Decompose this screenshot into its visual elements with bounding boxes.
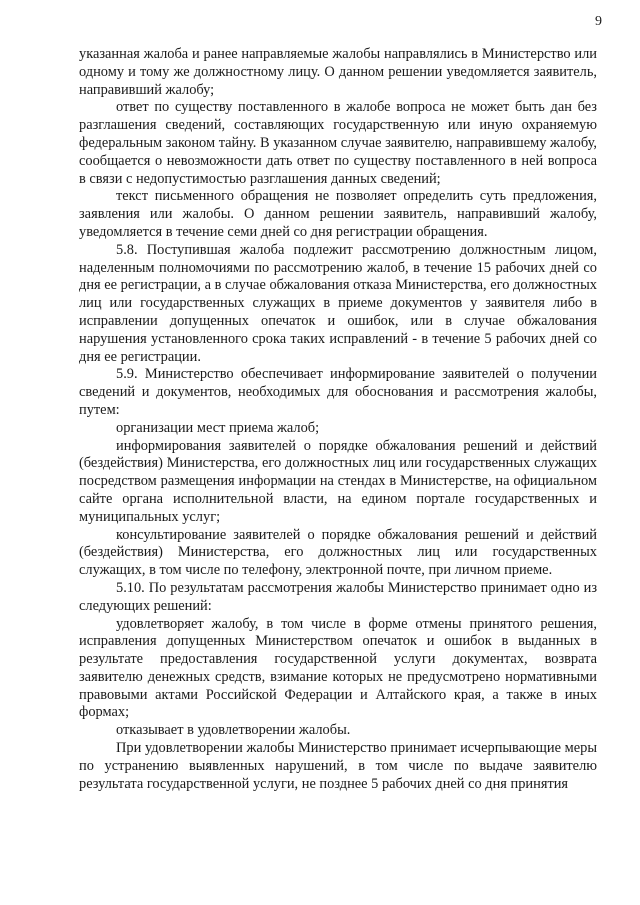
paragraph-continuation: указанная жалоба и ранее направляемые жалобы направлялись в Министерство или одному и тому же должностному лицу. О данном решении уведомляется заявитель, направивший жалобу; bbox=[79, 46, 597, 98]
paragraph-5-9: 5.9. Министерство обеспечивает информирование заявителей о получении сведений и документов, необходимых для обоснования и рассмотрения жалобы, путем: bbox=[79, 366, 597, 418]
document-body bbox=[79, 46, 597, 793]
paragraph-5-8: 5.8. Поступившая жалоба подлежит рассмотрению должностным лицом, наделенным полномочиями по рассмотрению жалоб, в течение 15 рабочих дней со дня ее регистрации, а в случае обжалования отказа Министерства, его должностных лиц или государственных служащих в приеме документов у заявителя либо в исправлении допущенных опечаток и ошибок, или в случае обжалования нарушения установленного срока таких исправлений - в течение 5 рабочих дней со дня ее регистрации. bbox=[79, 241, 597, 365]
paragraph-satisfaction-measures: При удовлетворении жалобы Министерство принимает исчерпывающие меры по устранению выявленных нарушений, в том числе по выдаче заявителю результата государственной услуги, не позднее 5 рабочих дней со дня принятия bbox=[79, 740, 597, 792]
list-item-satisfy: удовлетворяет жалобу, в том числе в форме отмены принятого решения, исправления допущенных Министерством опечаток и ошибок в выданных в результате предоставления государственной услуги документах, возврата заявителю денежных средств, взимание которых не предусмотрено нормативными правовыми актами Российской Федерации и Алтайского края, а также в иных формах; bbox=[79, 615, 597, 721]
page-number: 9 bbox=[595, 14, 602, 29]
list-item-refuse: отказывает в удовлетворении жалобы. bbox=[116, 722, 351, 739]
list-item-informing: информирования заявителей о порядке обжалования решений и действий (бездействия) Министерства, его должностных лиц или государственных служащих посредством размещения информации на стендах в Министерстве, на официальном сайте органа исполнительной власти, на едином портале государственных и муниципальных услуг; bbox=[79, 437, 597, 525]
list-item-reception-places: организации мест приема жалоб; bbox=[116, 419, 320, 436]
paragraph-5-10: 5.10. По результатам рассмотрения жалобы Министерство принимает одно из следующих решений: bbox=[79, 579, 597, 614]
paragraph-secret-info: ответ по существу поставленного в жалобе вопроса не может быть дан без разглашения сведений, составляющих государственную или иную охраняемую федеральным законом тайну. В указанном случае заявителю, направившему жалобу, сообщается о невозможности дать ответ по существу поставленного в ней вопроса в связи с недопустимостью разглашения данных сведений; bbox=[79, 99, 597, 187]
list-item-consulting: консультирование заявителей о порядке обжалования решений и действий (бездействия) Министерства, его должностных лиц или государственных служащих, в том числе по телефону, электронной почте, при личном приеме. bbox=[79, 526, 597, 579]
paragraph-unreadable-text: текст письменного обращения не позволяет определить суть предложения, заявления или жалобы. О данном решении заявитель, направивший жалобу, уведомляется в течение семи дней со дня регистрации обращения. bbox=[79, 188, 597, 240]
